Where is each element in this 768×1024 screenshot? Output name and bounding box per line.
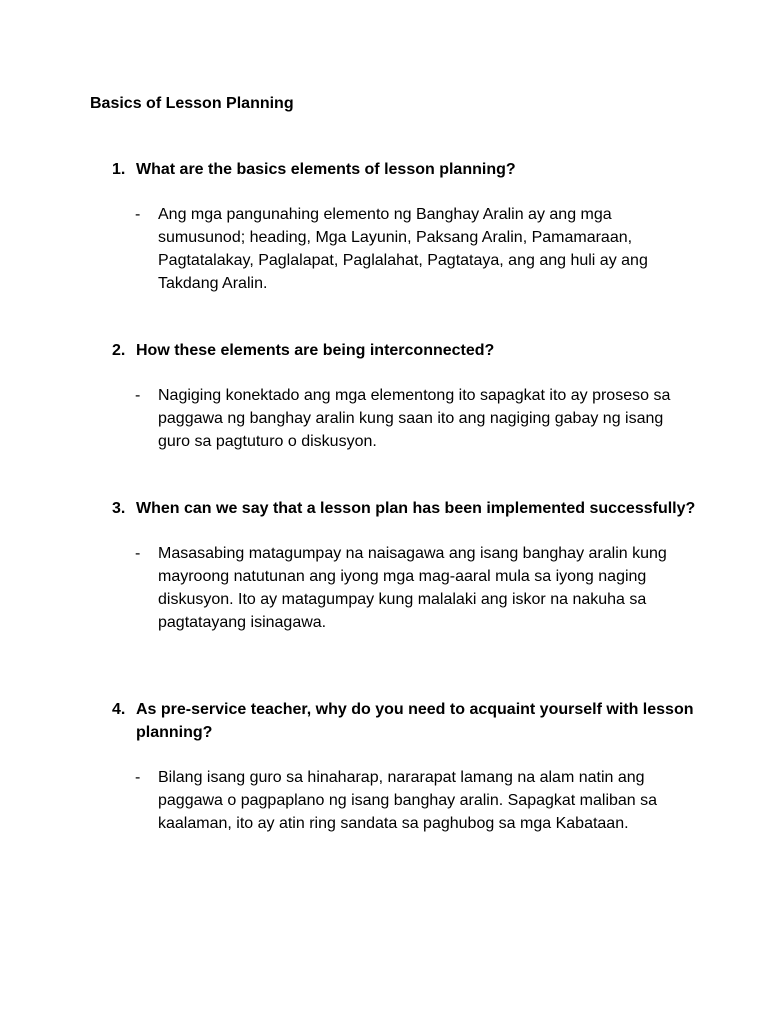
question-block-2	[112, 339, 712, 453]
question-text: How these elements are being interconnected?	[136, 342, 495, 359]
question-number: 2.	[112, 342, 126, 359]
question-block-1	[112, 158, 712, 295]
question-heading	[112, 497, 712, 520]
answer-text: Masasabing matagumpay na naisagawa ang isang banghay aralin kung mayroong natutunan ang iyong mga mag-aaral mula sa iyong naging diskusyon. Ito ay matagumpay kung malalaki ang iskor na nakuha sa pagtatayang isinagawa.	[158, 545, 667, 631]
dash-bullet: -	[135, 769, 141, 786]
dash-bullet: -	[135, 545, 141, 562]
dash-bullet: -	[135, 206, 141, 223]
question-text: What are the basics elements of lesson planning?	[136, 161, 516, 178]
answer-item	[112, 384, 712, 453]
question-block-3	[112, 497, 712, 634]
question-text: As pre-service teacher, why do you need to acquaint yourself with lesson planning?	[136, 701, 694, 741]
answer-text: Ang mga pangunahing elemento ng Banghay Aralin ay ang mga sumusunod; heading, Mga Layunin, Paksang Aralin, Pamamaraan, Pagtatalakay, Paglalapat, Paglalahat, Pagtataya, ang ang huli ay ang Takdang Aralin.	[158, 206, 648, 292]
answer-item	[112, 203, 712, 295]
answer-item	[112, 766, 712, 835]
dash-bullet: -	[135, 387, 141, 404]
question-heading	[112, 698, 712, 744]
question-heading	[112, 339, 712, 362]
answer-text: Bilang isang guro sa hinaharap, nararapat lamang na alam natin ang paggawa o pagpaplano ng isang banghay aralin. Sapagkat maliban sa kaalaman, ito ay atin ring sandata sa paghubog sa mga Kabataan.	[158, 769, 658, 832]
question-number: 3.	[112, 500, 126, 517]
question-block-4	[112, 698, 712, 835]
document-title: Basics of Lesson Planning	[90, 95, 294, 112]
question-heading	[112, 158, 712, 181]
question-number: 4.	[112, 701, 126, 718]
question-text: When can we say that a lesson plan has been implemented successfully?	[136, 500, 696, 517]
answer-text: Nagiging konektado ang mga elementong ito sapagkat ito ay proseso sa paggawa ng banghay aralin kung saan ito ang nagiging gabay ng isang guro sa pagtuturo o diskusyon.	[158, 387, 671, 450]
question-number: 1.	[112, 161, 126, 178]
answer-item	[112, 542, 712, 634]
